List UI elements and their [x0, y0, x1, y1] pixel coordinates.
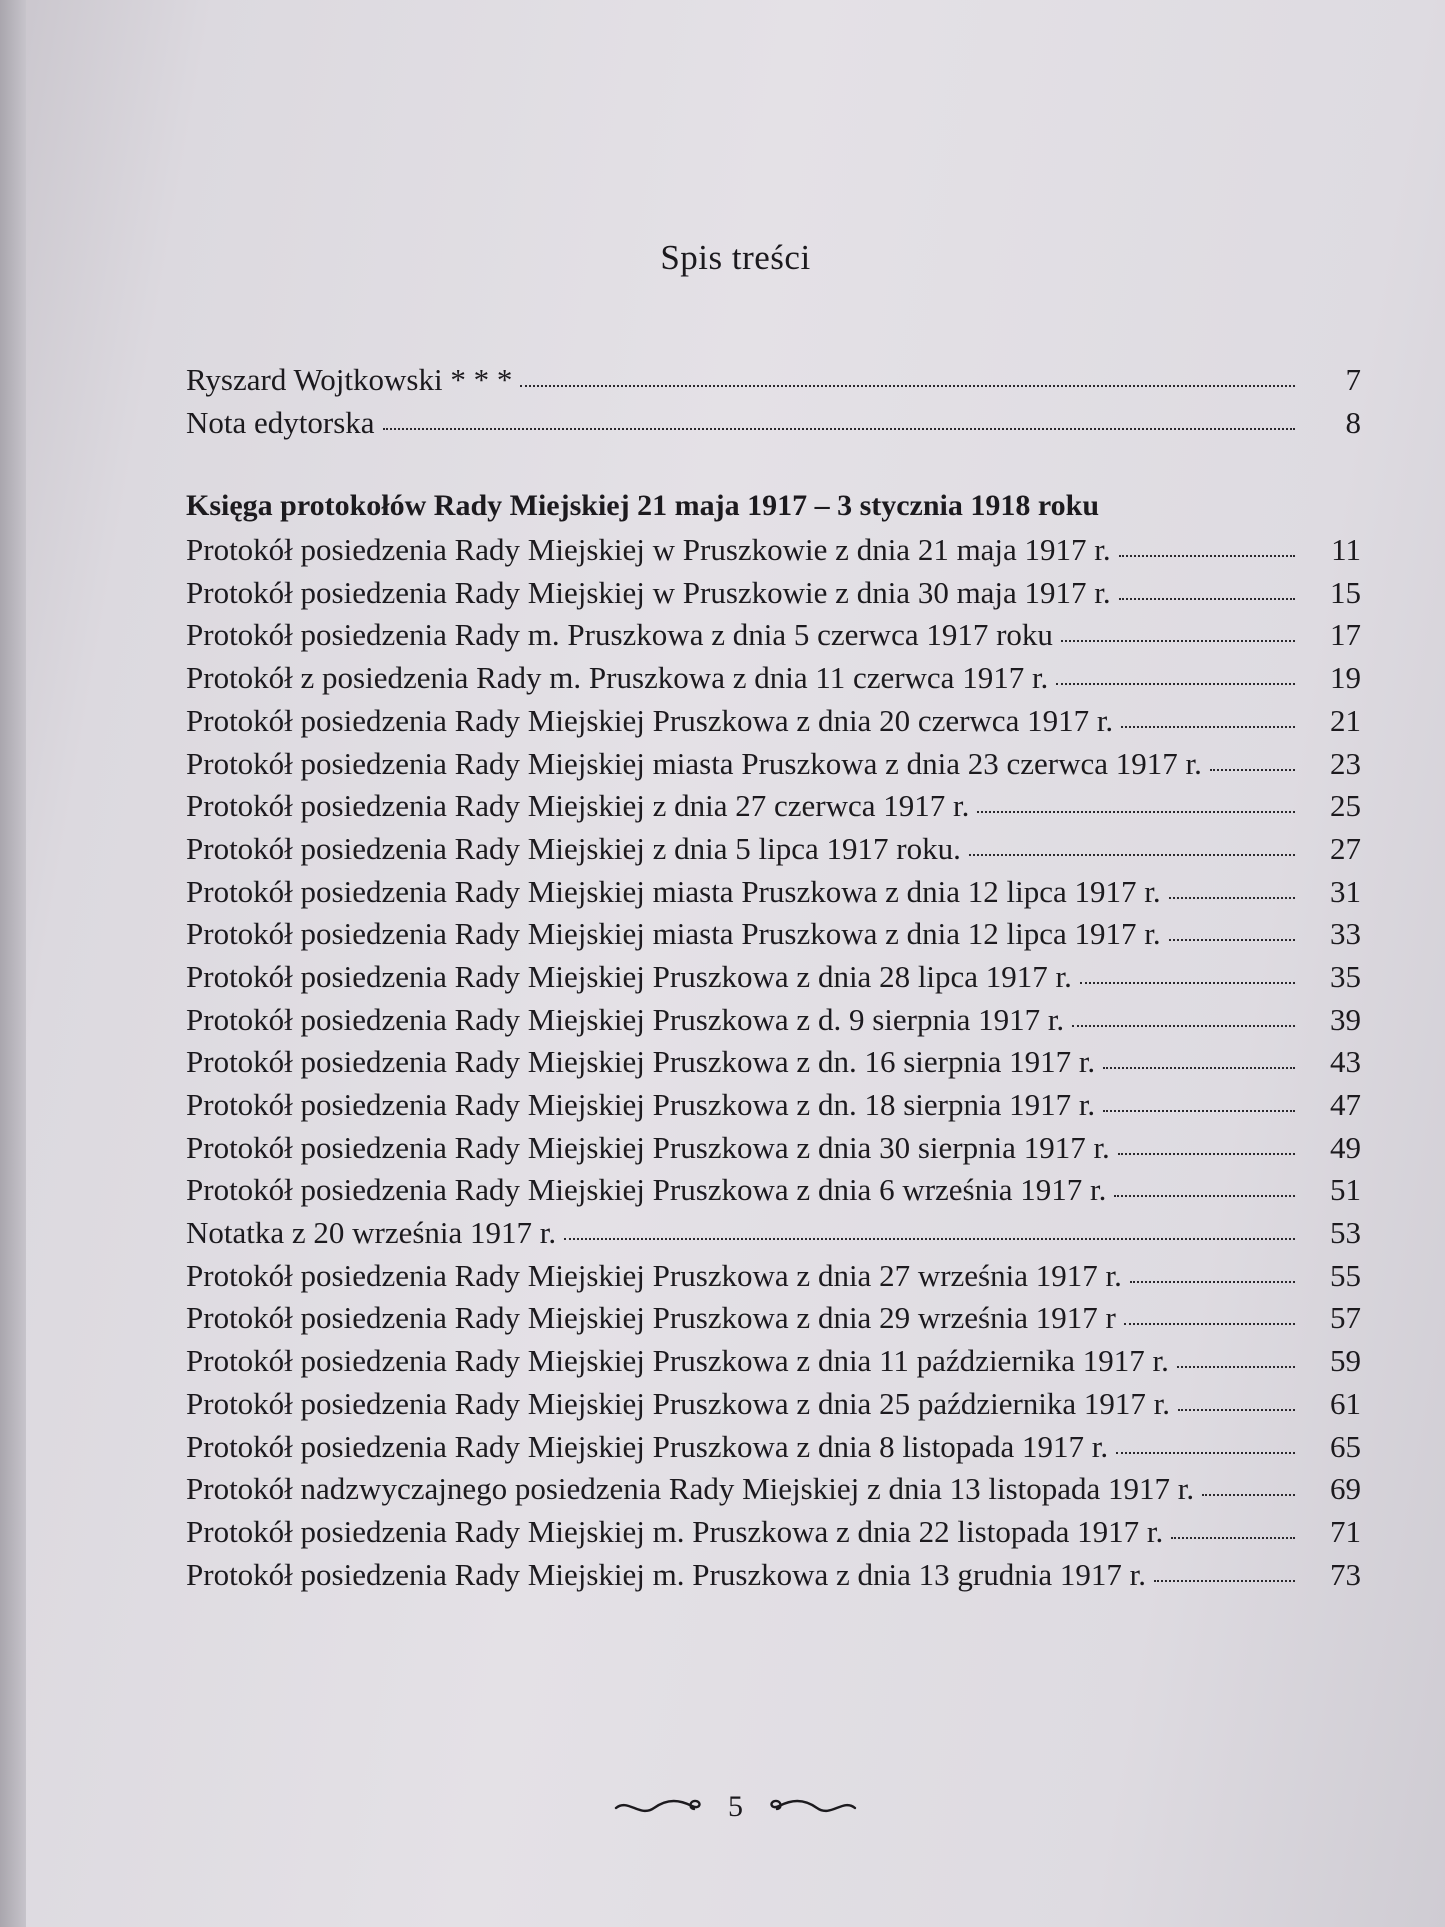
- section-heading: Księga protokołów Rady Miejskiej 21 maja 1917 – 3 stycznia 1918 roku: [186, 489, 1100, 523]
- toc-entry-title: Protokół posiedzenia Rady Miejskiej Pruszkowa z dnia 25 października 1917 r.: [186, 1385, 1171, 1421]
- toc-entry-title: Ryszard Wojtkowski * * *: [186, 362, 513, 397]
- toc-entry-title: Nota edytorska: [186, 404, 375, 440]
- dot-leader: [1130, 1281, 1295, 1283]
- toc-entry-title: Protokół posiedzenia Rady Miejskiej m. Pruszkowa z dnia 13 grudnia 1917 r.: [186, 1556, 1146, 1592]
- toc-entry-page: 55: [1330, 1257, 1361, 1293]
- toc-entry-title: Protokół posiedzenia Rady Miejskiej Pruszkowa z dnia 29 września 1917 r: [186, 1300, 1116, 1336]
- dot-leader: [1202, 1494, 1295, 1496]
- toc-entry: [186, 1258, 1361, 1301]
- toc-entry-title: Protokół posiedzenia Rady Miejskiej Pruszkowa z dnia 20 czerwca 1917 r.: [186, 702, 1114, 738]
- toc-entry: [186, 1002, 1361, 1045]
- toc-entry-page: 65: [1330, 1428, 1361, 1464]
- toc-entry-page: 47: [1330, 1087, 1361, 1122]
- toc-entry-page: 27: [1330, 830, 1361, 866]
- toc-entry: [186, 405, 1361, 448]
- toc-entry: [186, 1386, 1361, 1429]
- toc-entry: [186, 1130, 1361, 1173]
- toc-entry: [186, 788, 1361, 831]
- page-edge-shadow: [0, 0, 26, 1927]
- toc-entry-page: 23: [1330, 745, 1361, 781]
- toc-entry: [186, 1514, 1361, 1557]
- toc-entry-page: 7: [1345, 362, 1361, 397]
- toc-entry: [186, 1300, 1361, 1343]
- toc-entry-page: 35: [1330, 958, 1361, 994]
- dot-leader: [1119, 598, 1295, 600]
- toc-entry-page: 33: [1330, 916, 1361, 952]
- dot-leader: [1169, 897, 1295, 899]
- spacer: [186, 447, 1361, 489]
- toc-entry-page: 71: [1330, 1513, 1361, 1549]
- toc-entry-page: 53: [1330, 1215, 1361, 1251]
- page-footer: [26, 1790, 1445, 1824]
- dot-leader: [1103, 1067, 1295, 1069]
- dot-leader: [1080, 982, 1295, 984]
- dot-leader: [1169, 939, 1295, 941]
- toc-entry-title: Protokół posiedzenia Rady Miejskiej Pruszkowa z dnia 11 października 1917 r.: [186, 1343, 1169, 1379]
- toc-entry-page: 31: [1330, 873, 1361, 909]
- toc-entry-page: 59: [1330, 1343, 1361, 1379]
- toc-entry-title: Notatka z 20 września 1917 r.: [186, 1215, 557, 1251]
- dot-leader: [564, 1238, 1295, 1240]
- dot-leader: [1056, 683, 1295, 685]
- dot-leader: [1114, 1195, 1295, 1197]
- toc-entry: [186, 1215, 1361, 1258]
- toc-entry: [186, 1087, 1361, 1130]
- toc-entry: [186, 1471, 1361, 1514]
- toc-entry: [186, 362, 1361, 405]
- flourish-right-icon: [765, 1794, 857, 1820]
- dot-leader: [1121, 726, 1295, 728]
- toc-entry: [186, 1557, 1361, 1600]
- dot-leader: [1210, 769, 1295, 771]
- dot-leader: [1119, 555, 1295, 557]
- dot-leader: [969, 854, 1295, 856]
- table-of-contents: [186, 362, 1361, 1599]
- toc-entry-page: 21: [1330, 702, 1361, 738]
- toc-entry: [186, 831, 1361, 874]
- toc-entry-title: Protokół z posiedzenia Rady m. Pruszkowa z dnia 11 czerwca 1917 r.: [186, 660, 1049, 696]
- dot-leader: [1177, 1366, 1295, 1368]
- dot-leader: [1124, 1323, 1295, 1325]
- toc-entry-page: 15: [1330, 574, 1361, 610]
- toc-entry-title: Protokół posiedzenia Rady Miejskiej Pruszkowa z dnia 27 września 1917 r.: [186, 1257, 1122, 1293]
- section-entries: [186, 532, 1361, 1599]
- toc-entry-title: Protokół posiedzenia Rady Miejskiej z dnia 5 lipca 1917 roku.: [186, 830, 961, 866]
- toc-entry: [186, 1429, 1361, 1472]
- dot-leader: [383, 428, 1295, 430]
- toc-entry-page: 43: [1330, 1044, 1361, 1080]
- toc-entry-title: Protokół posiedzenia Rady Miejskiej Pruszkowa z dn. 18 sierpnia 1917 r.: [186, 1087, 1096, 1122]
- toc-entry-page: 69: [1330, 1471, 1361, 1507]
- toc-entry: [186, 1044, 1361, 1087]
- toc-title: Spis treści: [660, 238, 811, 277]
- toc-entry: [186, 575, 1361, 618]
- dot-leader: [1061, 640, 1295, 642]
- toc-entry-title: Protokół posiedzenia Rady Miejskiej Pruszkowa z dnia 8 listopada 1917 r.: [186, 1428, 1109, 1464]
- toc-entry: [186, 874, 1361, 917]
- toc-entry: [186, 1172, 1361, 1215]
- toc-entry-title: Protokół posiedzenia Rady Miejskiej Pruszkowa z dnia 6 września 1917 r.: [186, 1172, 1107, 1208]
- dot-leader: [1178, 1409, 1295, 1411]
- toc-entry: [186, 746, 1361, 789]
- toc-entry-page: 11: [1331, 532, 1361, 568]
- toc-entry-page: 19: [1330, 660, 1361, 696]
- page: [26, 0, 1445, 1927]
- toc-entry-title: Protokół posiedzenia Rady Miejskiej miasta Pruszkowa z dnia 12 lipca 1917 r.: [186, 873, 1161, 909]
- flourish-left-icon: [614, 1794, 706, 1820]
- toc-entry-title: Protokół posiedzenia Rady Miejskiej miasta Pruszkowa z dnia 12 lipca 1917 r.: [186, 916, 1161, 952]
- dot-leader: [977, 811, 1295, 813]
- dot-leader: [1103, 1110, 1295, 1112]
- toc-entry: [186, 1343, 1361, 1386]
- toc-entry-page: 8: [1345, 404, 1361, 440]
- toc-entry-title: Protokół posiedzenia Rady Miejskiej miasta Pruszkowa z dnia 23 czerwca 1917 r.: [186, 745, 1202, 781]
- toc-entry: [186, 532, 1361, 575]
- toc-entry-page: 17: [1330, 617, 1361, 653]
- dot-leader: [1072, 1025, 1295, 1027]
- toc-entry-title: Protokół posiedzenia Rady Miejskiej m. Pruszkowa z dnia 22 listopada 1917 r.: [186, 1513, 1164, 1549]
- toc-entry-page: 51: [1330, 1172, 1361, 1208]
- toc-entry-page: 25: [1330, 788, 1361, 824]
- toc-entry-title: Protokół posiedzenia Rady Miejskiej Pruszkowa z dn. 16 sierpnia 1917 r.: [186, 1044, 1096, 1080]
- toc-entry-title: Protokół posiedzenia Rady Miejskiej z dnia 27 czerwca 1917 r.: [186, 788, 970, 824]
- toc-entry-page: 57: [1330, 1300, 1361, 1336]
- dot-leader: [1118, 1153, 1295, 1155]
- toc-entry-page: 73: [1330, 1556, 1361, 1592]
- toc-entry: [186, 916, 1361, 959]
- toc-entry: [186, 959, 1361, 1002]
- toc-entry-title: Protokół posiedzenia Rady Miejskiej Pruszkowa z d. 9 sierpnia 1917 r.: [186, 1001, 1065, 1037]
- toc-entry-title: Protokół posiedzenia Rady Miejskiej Pruszkowa z dnia 28 lipca 1917 r.: [186, 958, 1072, 994]
- toc-entry-page: 39: [1330, 1001, 1361, 1037]
- toc-entry: [186, 660, 1361, 703]
- toc-entry-title: Protokół posiedzenia Rady Miejskiej Pruszkowa z dnia 30 sierpnia 1917 r.: [186, 1129, 1110, 1165]
- toc-entry: [186, 617, 1361, 660]
- toc-entry-page: 61: [1330, 1385, 1361, 1421]
- toc-entry-title: Protokół posiedzenia Rady Miejskiej w Pruszkowie z dnia 21 maja 1917 r.: [186, 532, 1111, 568]
- toc-entry: [186, 703, 1361, 746]
- dot-leader: [1116, 1452, 1295, 1454]
- dot-leader: [520, 385, 1295, 387]
- dot-leader: [1171, 1537, 1295, 1539]
- toc-entry-page: 49: [1330, 1129, 1361, 1165]
- dot-leader: [1154, 1580, 1295, 1582]
- toc-entry-title: Protokół nadzwyczajnego posiedzenia Rady Miejskiej z dnia 13 listopada 1917 r.: [186, 1471, 1195, 1507]
- intro-entries: [186, 362, 1361, 447]
- toc-entry-title: Protokół posiedzenia Rady m. Pruszkowa z dnia 5 czerwca 1917 roku: [186, 617, 1053, 653]
- page-number: 5: [728, 1790, 743, 1823]
- toc-entry-title: Protokół posiedzenia Rady Miejskiej w Pruszkowie z dnia 30 maja 1917 r.: [186, 574, 1111, 610]
